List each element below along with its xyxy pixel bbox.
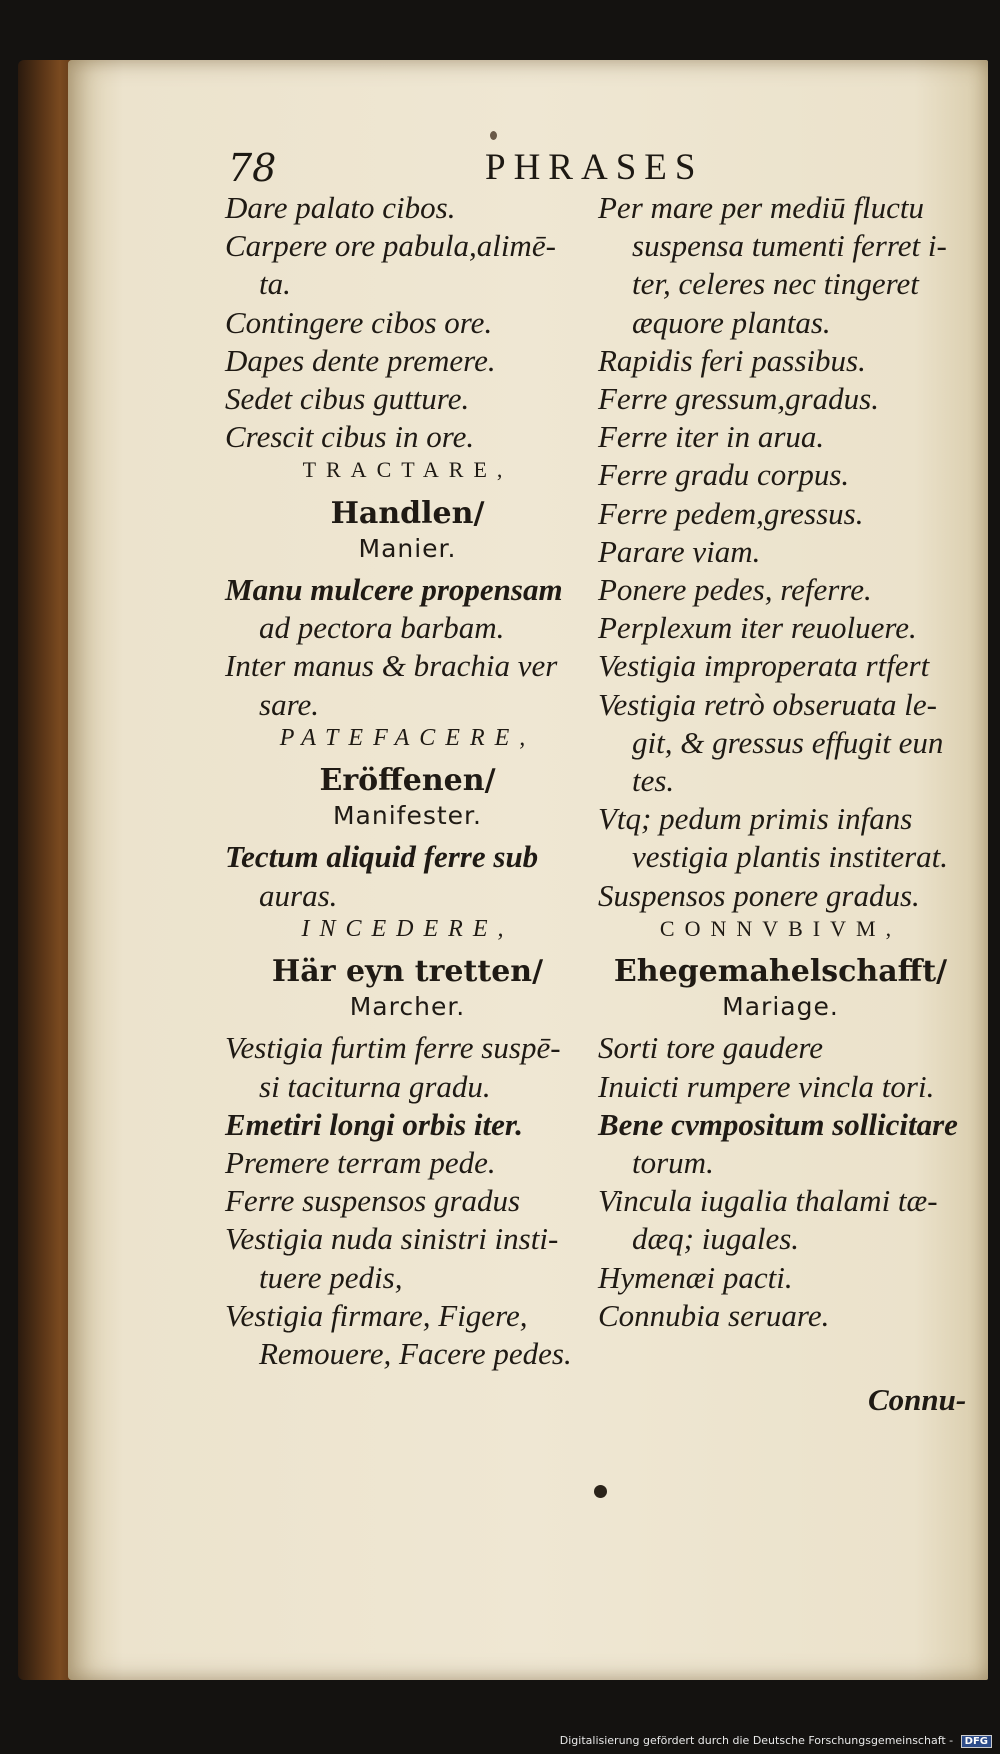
left-column-line: Premere terram pede.	[225, 1145, 496, 1180]
page-number: 78	[228, 146, 277, 190]
left-column-line: Sedet cibus gutture.	[225, 381, 470, 416]
left-column-line: Contingere cibos ore.	[225, 304, 493, 340]
left-column-line: Handlen/	[330, 495, 485, 531]
right-column-line: Ehegemahelschafft/	[613, 954, 948, 989]
left-column-line: sare.	[259, 686, 319, 722]
right-column-line: Mariage.	[722, 992, 839, 1022]
right-column-line: æquore plantas.	[632, 304, 831, 340]
left-column-line: Marcher.	[349, 992, 466, 1022]
digitization-credit	[560, 1734, 992, 1748]
left-column-line: si taciturna gradu.	[259, 1068, 491, 1104]
left-column-line: Dapes dente premere.	[225, 342, 496, 378]
right-column-line: git, & gressus effugit eun	[632, 724, 944, 760]
right-column-line: Per mare per mediū fluctu	[598, 190, 924, 225]
right-column-line: Parare viam.	[598, 533, 761, 569]
left-column-line: tuere pedis,	[259, 1259, 403, 1295]
left-column-line: Vestigia nuda sinistri insti-	[225, 1221, 559, 1257]
right-column-line: Vestigia retrò obseruata le-	[598, 686, 937, 722]
right-column-line: Sorti tore gaudere	[598, 1030, 824, 1066]
right-column-line: CONNVBIVM,	[659, 915, 902, 941]
left-column-line: Manier.	[358, 533, 457, 563]
right-column-line: Bene cvmpositum sollicitare	[598, 1106, 958, 1142]
right-column-line: ter, celeres nec tingeret	[632, 266, 919, 302]
right-column-line: Vincula iugalia thalami tæ-	[598, 1183, 938, 1219]
left-column-line: Remouere, Facere pedes.	[259, 1336, 572, 1371]
right-column-line: Ferre gradu corpus.	[598, 457, 850, 493]
ink-mark	[490, 131, 497, 140]
left-column-line: Carpere ore pabula,alimē-	[225, 228, 556, 264]
left-column-line: Ferre suspensos gradus	[225, 1183, 521, 1219]
right-column-line: Ferre gressum,gradus.	[598, 381, 879, 416]
left-column-line: INCEDERE,	[301, 915, 514, 942]
left-column-line: PATEFACERE,	[279, 724, 536, 751]
left-column-line: Manifester.	[332, 801, 482, 831]
ink-mark	[594, 1485, 607, 1498]
left-column-line: Manu mulcere propensam	[225, 572, 563, 607]
right-column-line: Ferre iter in arua.	[598, 419, 825, 455]
left-column-line: Vestigia firmare, Figere,	[225, 1297, 528, 1333]
right-column-line: Perplexum iter reuoluere.	[598, 610, 917, 646]
left-column-line: Vestigia furtim ferre suspē-	[225, 1030, 561, 1066]
right-column-line: Ferre pedem,gressus.	[598, 495, 864, 531]
right-column-line: Rapidis feri passibus.	[598, 342, 866, 378]
left-column-line: Emetiri longi orbis iter.	[225, 1106, 523, 1142]
right-column-line: Ponere pedes, referre.	[598, 572, 872, 607]
left-column-line: Crescit cibus in ore.	[225, 419, 475, 455]
right-column-line: dæq; iugales.	[632, 1221, 800, 1257]
catchword: Connu-	[868, 1382, 967, 1417]
right-column-line: Inuicti rumpere vincla tori.	[598, 1068, 935, 1104]
right-column-line: Vestigia improperata rtfert	[598, 648, 930, 684]
left-column-line: ad pectora barbam.	[259, 610, 505, 646]
dfg-logo: DFG	[961, 1735, 992, 1748]
right-column-line: Vtq; pedum primis infans	[598, 801, 913, 837]
left-column-line: Tectum aliquid ferre sub	[225, 839, 539, 875]
left-column-line: Dare palato cibos.	[225, 190, 456, 225]
right-column-line: Suspensos ponere gradus.	[598, 877, 920, 913]
right-column-line: torum.	[632, 1145, 714, 1180]
right-column-line: Connubia seruare.	[598, 1297, 830, 1333]
left-column-line: TRACTARE,	[302, 457, 513, 483]
left-column-line: Här eyn tretten/	[271, 954, 544, 989]
left-column-line: ta.	[259, 266, 291, 302]
running-head: PHRASES	[485, 147, 704, 188]
right-column-line: tes.	[632, 763, 675, 798]
right-column-line: vestigia plantis institerat.	[632, 839, 949, 875]
credit-text: Digitalisierung gefördert durch die Deutsche Forschungsgemeinschaft -	[559, 1734, 954, 1747]
left-column-line: Inter manus & brachia ver	[225, 648, 558, 684]
right-column-line: suspensa tumenti ferret i-	[632, 228, 947, 264]
left-column-line: auras.	[259, 877, 338, 913]
right-column-line: Hymenæi pacti.	[598, 1259, 793, 1295]
left-column-line: Eröffenen/	[319, 763, 496, 798]
